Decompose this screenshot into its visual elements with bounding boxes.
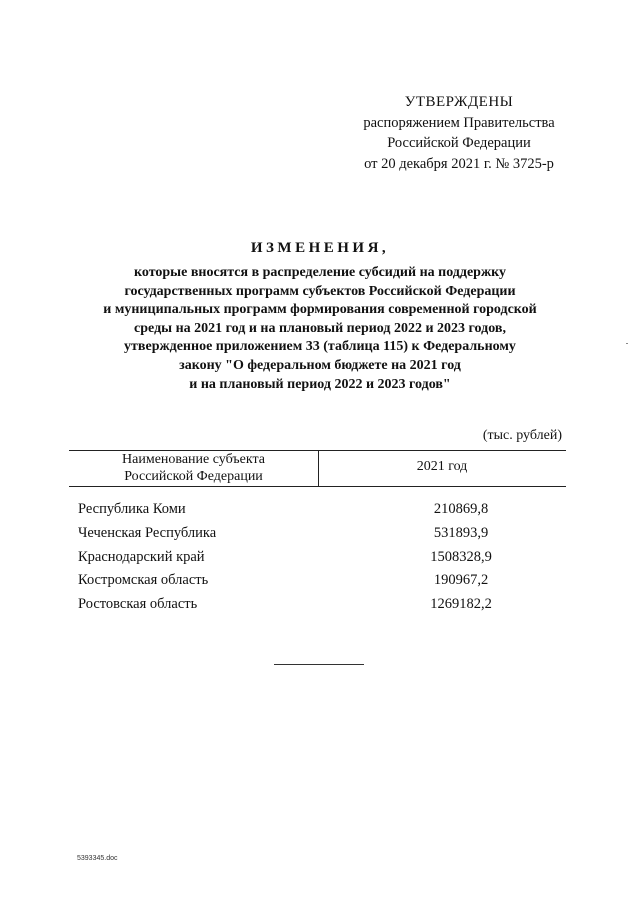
scan-speck: [626, 343, 628, 344]
table-row: [78, 525, 566, 549]
region-name: Ростовская область: [78, 596, 198, 613]
table-row: [78, 572, 566, 596]
table-row: [78, 549, 566, 573]
subsidy-value: 210869,8: [433, 501, 489, 517]
approval-line: распоряжением Правительства: [363, 114, 555, 131]
table-header-rule: [69, 486, 566, 487]
table-row: [78, 596, 566, 620]
approval-line: Российской Федерации: [387, 135, 531, 151]
table-row: [78, 501, 566, 525]
table-header-name: Наименование субъекта Российской Федерации: [122, 452, 265, 484]
approval-date-number: от 20 декабря 2021 г. № 3725-р: [364, 155, 554, 172]
closing-rule: [274, 664, 364, 665]
subsidy-value: 190967,2: [433, 572, 489, 589]
approval-block: [330, 92, 588, 174]
approval-heading: УТВЕРЖДЕНЫ: [404, 94, 514, 110]
subsidy-value: 531893,9: [433, 524, 489, 541]
document-subtitle: которые вносятся в распределение субсидий на поддержку государственных программ субъектов Российской Федерации и муниципальных программ формирования современной городской среды на 2021 год и на плановый период 2022 и 2023 годов, утвержденное приложением 33 (таблица 115) к Федеральному закону "О федеральном бюджете на 2021 год и на плановый период 2022 и 2023 годов": [103, 265, 537, 392]
file-reference: 5393345.doc: [77, 855, 118, 862]
subsidy-value: 1269182,2: [430, 596, 492, 613]
region-name: Республика Коми: [78, 501, 186, 517]
table-header-year: 2021 год: [416, 459, 468, 474]
region-name: Краснодарский край: [78, 548, 205, 565]
table-body: [78, 501, 566, 620]
units-label: (тыс. рублей): [482, 428, 562, 443]
region-name: Чеченская Республика: [78, 524, 217, 541]
region-name: Костромская область: [78, 572, 209, 589]
document-title: ИЗМЕНЕНИЯ,: [250, 240, 390, 256]
subsidy-value: 1508328,9: [430, 548, 492, 565]
